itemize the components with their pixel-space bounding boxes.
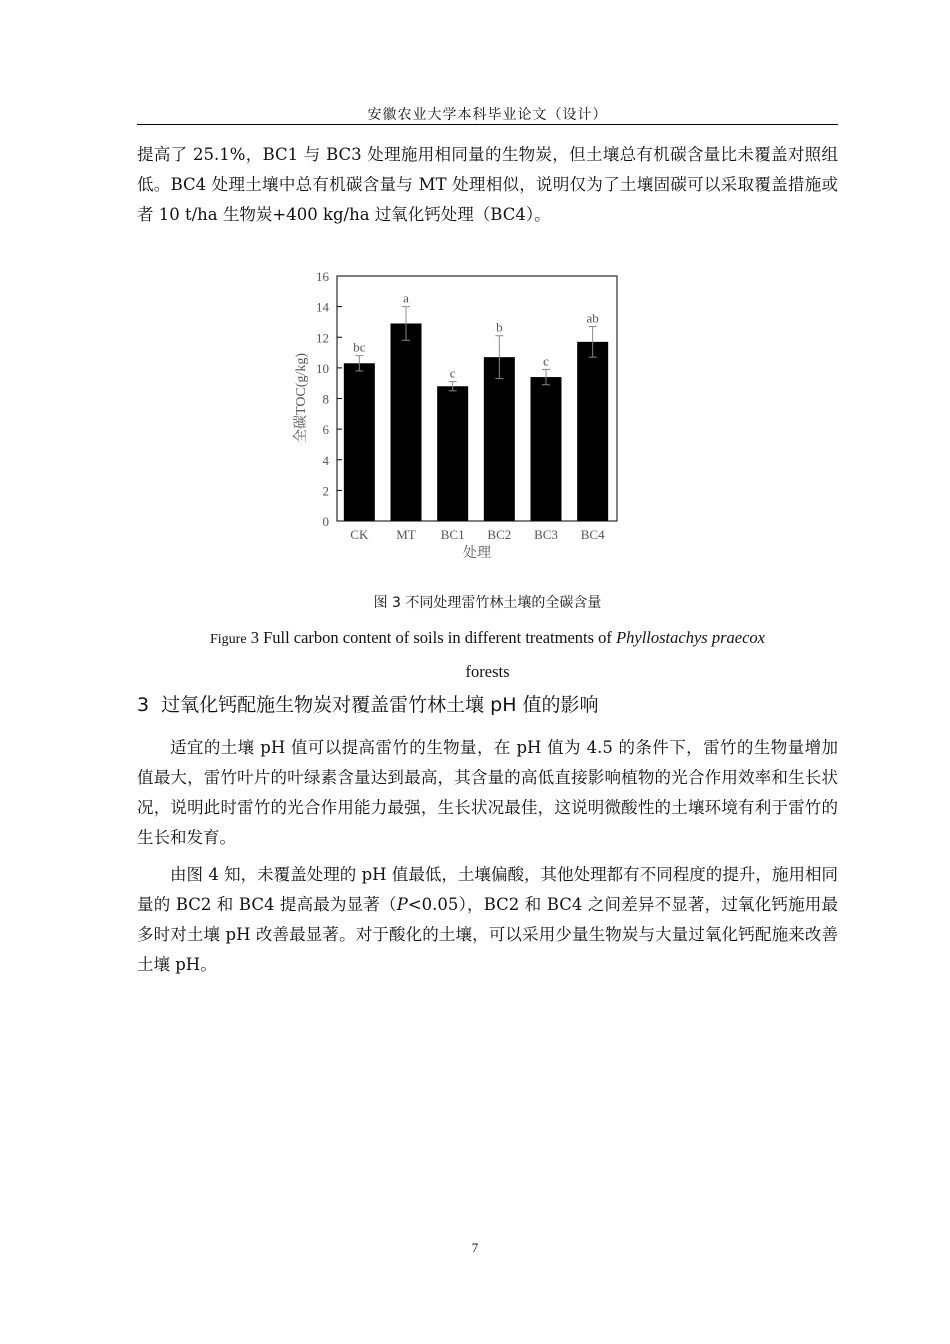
x-tick-label: CK [350,527,369,542]
x-tick-label: BC1 [440,527,465,542]
paragraph-2: 适宜的土壤 pH 值可以提高雷竹的生物量，在 pH 值为 4.5 的条件下，雷竹的生物量增加值最大，雷竹叶片的叶绿素含量达到最高，其含量的高低直接影响植物的光合作用效率和生长状况，说明此时雷竹的光合作用能力最强，生长状况最佳，这说明微酸性的土壤环境有利于雷竹的生长和发育。 [137,738,838,847]
y-tick-label: 12 [316,330,329,346]
y-tick-label: 0 [322,514,329,529]
running-header: 安徽农业大学本科毕业论文（设计） [367,107,608,123]
y-axis [316,269,342,529]
y-tick-label: 2 [322,483,329,499]
x-tick-label: BC2 [487,527,512,542]
section-number: 3 [137,694,150,716]
page-number: 7 [471,1240,479,1255]
bar [577,342,608,521]
paragraph-1: 提高了 25.1%，BC1 与 BC3 处理施用相同量的生物炭，但土壤总有机碳含量比未覆盖对照组低。BC4 处理土壤中总有机碳含量与 MT 处理相似，说明仅为了土壤固碳可以采取覆盖措施或者 10 t/ha 生物炭+400 kg/ha 过氧化钙处理（BC4）。 [137,145,838,224]
significance-letter: bc [353,339,366,355]
x-tick-label: BC4 [580,527,605,542]
y-tick-label: 6 [322,422,329,438]
significance-letter: c [449,365,456,381]
y-axis-label: 全碳TOC(g/kg) [294,353,309,443]
header-rule [137,124,838,125]
plot-frame [337,276,617,521]
y-tick-label: 4 [322,452,329,468]
figure-caption-en [137,622,838,688]
caption-en-label: Figure [210,632,247,647]
significance-letter: c [543,353,549,369]
bar [344,363,375,521]
bar [391,323,422,521]
x-axis [350,516,605,542]
section-heading [137,690,599,717]
paragraph-3-part-c: <0.05），BC2 和 BC4 之间差异不显著，过氧化钙施用最多时对土壤 pH 改善最显著。对于酸化的土壤，可以采用少量生物炭与大量过氧化钙配施来改善土壤 pH。 [137,895,838,974]
toc-bar-chart [285,262,635,572]
caption-en-end: forests [465,662,510,681]
y-tick-label: 10 [316,360,329,376]
paragraph-3-part-a: 由图 4 知，未覆盖处理的 pH 值最低，土壤偏酸，其他处理都有不同程度的提升，施用相同量的 BC2 和 BC4 提高最为显著（ [137,865,838,914]
x-tick-label: BC3 [534,527,558,542]
x-axis-label: 处理 [463,546,491,561]
p-value-symbol: P [396,895,408,914]
significance-letter: b [496,319,503,335]
y-tick-label: 8 [322,391,329,407]
y-tick-label: 14 [316,299,329,315]
paragraph-3 [137,860,838,980]
significance-letter: a [403,290,409,306]
bar [531,377,562,521]
x-tick-label: MT [396,527,416,542]
bars [344,291,608,521]
significance-letter: ab [586,310,599,326]
caption-en-text: 3 Full carbon content of soils in different treatments of [246,628,617,647]
caption-en-species: Phyllostachys praecox [616,628,765,647]
figure-caption-cn: 图 3 不同处理雷竹林土壤的全碳含量 [373,595,602,611]
bar [437,386,468,521]
y-tick-label: 16 [316,269,329,284]
bar [484,357,515,521]
section-title: 过氧化钙配施生物炭对覆盖雷竹林土壤 pH 值的影响 [161,694,599,716]
